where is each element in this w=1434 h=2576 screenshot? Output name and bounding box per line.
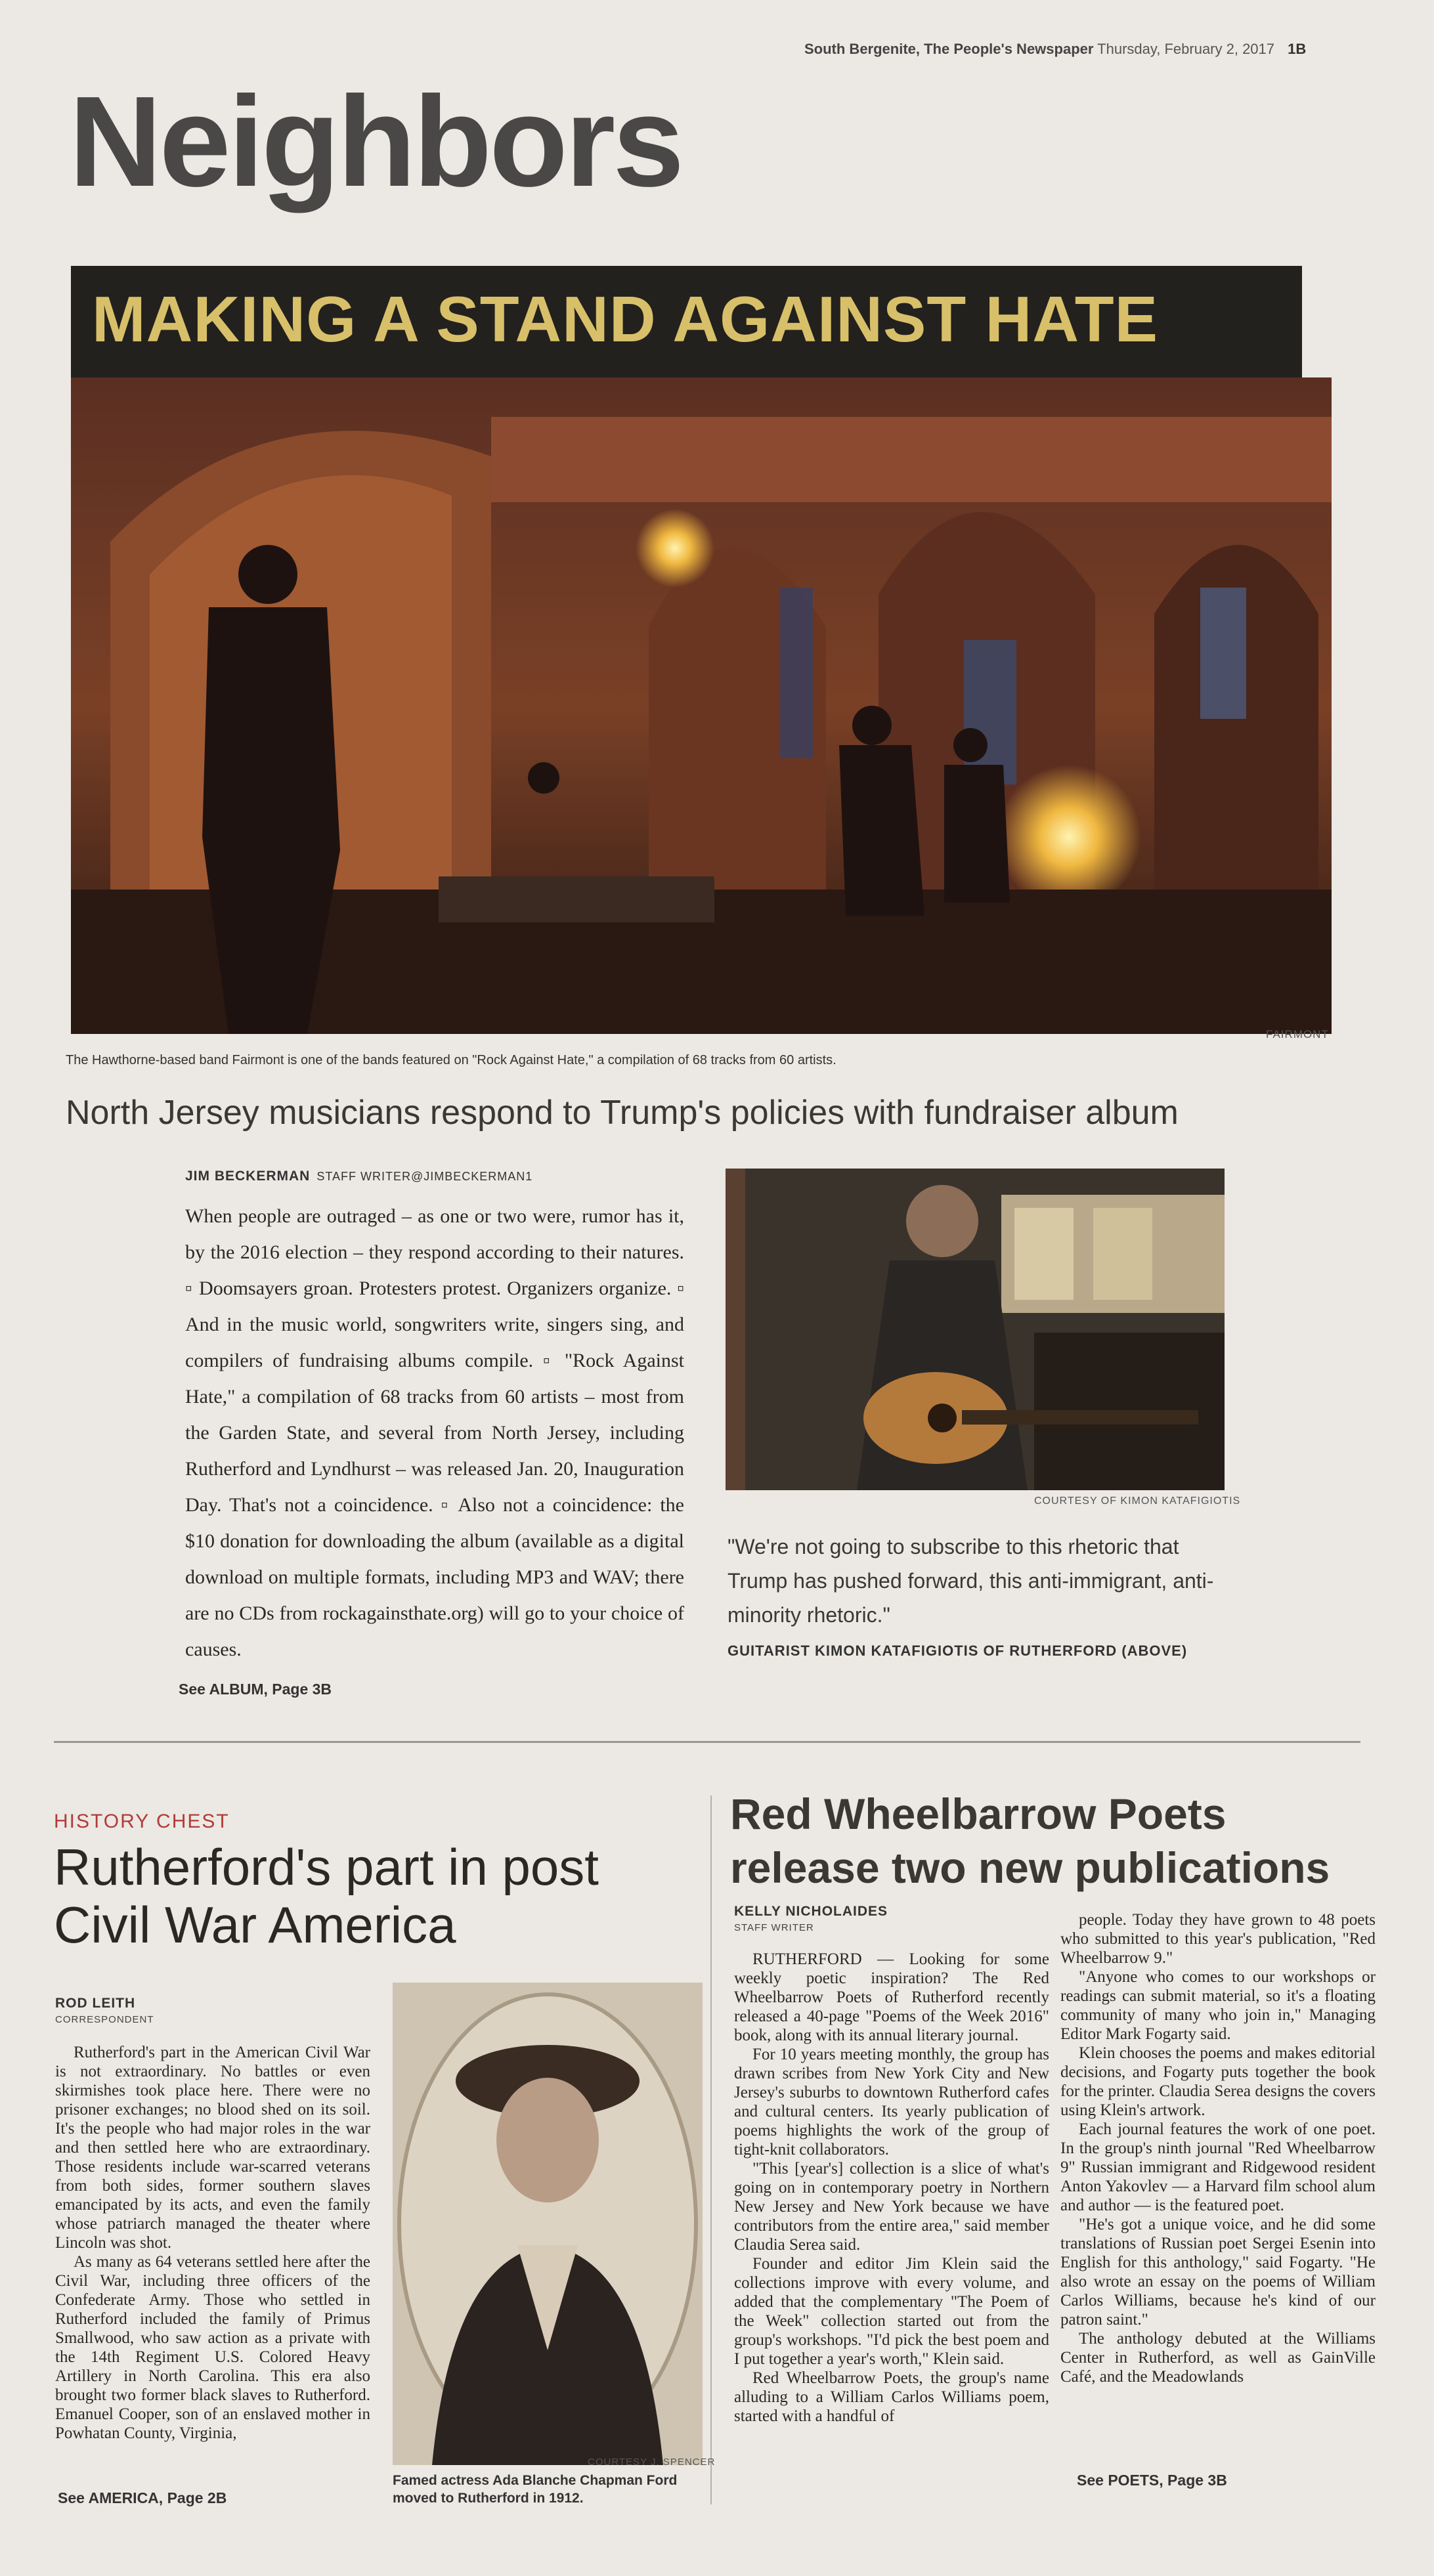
hero-photo-credit: FAIRMONT — [1266, 1028, 1329, 1041]
band-concert-photo — [71, 377, 1332, 1034]
newspaper-name: South Bergenite, The People's Newspaper — [804, 41, 1094, 57]
album-jump-link[interactable]: See ALBUM, Page 3B — [179, 1681, 332, 1698]
section-title: Neighbors — [69, 70, 682, 213]
pull-quote: "We're not going to subscribe to this rhetoric that Trump has pushed forward, this anti-immigrant, anti-minority rhetoric." — [728, 1535, 1214, 1627]
actress-portrait — [393, 1983, 703, 2465]
history-byline-name: ROD LEITH — [55, 1996, 136, 2011]
poets-headline: Red Wheelbarrow Poets release two new publications — [730, 1790, 1330, 1892]
poets-paragraph: For 10 years meeting monthly, the group has drawn scribes from New York City and New Jersey's suburbs to downtown Rutherford cafes and cultural centers. Its yearly publication of poems highlights the work of the group of tight-knit collaborators. — [734, 2046, 1049, 2158]
poets-byline — [734, 1904, 888, 1933]
poets-paragraph: "This [year's] collection is a slice of what's going on in contemporary poetry in Northern New Jersey and New York because we have contributors from the entire area," said member Claudia Serea said. — [734, 2160, 1049, 2254]
guitar-photo-credit: COURTESY OF KIMON KATAFIGIOTIS — [1034, 1495, 1241, 1507]
portrait-photo-credit: COURTESY J. SPENCER — [588, 2457, 716, 2468]
byline-name: JIM BECKERMAN — [185, 1169, 311, 1184]
poets-byline-name: KELLY NICHOLAIDES — [734, 1904, 888, 1919]
poets-paragraph: Each journal features the work of one poet. In the group's ninth journal "Red Wheelbarrow 9" Russian immigrant and Ridgewood resident Anton Yakovlev — a Harvard film school alum and author — is the featured poet. — [1060, 2120, 1376, 2214]
poets-paragraph: people. Today they have grown to 48 poets who submitted to this year's publication, "Red Wheelbarrow 9." — [1060, 1911, 1376, 1967]
poets-paragraph: The anthology debuted at the Williams Center in Rutherford, as well as GainVille Café, and the Meadowlands — [1060, 2330, 1376, 2386]
story-deck: North Jersey musicians respond to Trump's policies with fundraiser album — [66, 1094, 1179, 1132]
page-folio — [804, 41, 1307, 58]
america-jump-link[interactable]: See AMERICA, Page 2B — [58, 2489, 227, 2506]
portrait-caption: Famed actress Ada Blanche Chapman Ford moved to Rutherford in 1912. — [393, 2473, 678, 2506]
byline-role: STAFF WRITER@JIMBECKERMAN1 — [316, 1170, 533, 1183]
history-paragraph: As many as 64 veterans settled here after the Civil War, including three officers of the Confederate Army. Those who settled in Rutherford included the family of Primus Smallwood, who saw action as a private with the 14th Regiment U.S. Colored Heavy Artillery in North Carolina. This era also brought two former black slaves to Rutherford. Emanuel Cooper, son of an enslaved mother in Powhatan County, Virginia, — [55, 2253, 370, 2442]
poets-column-1 — [734, 1950, 1049, 2426]
poets-paragraph: "Anyone who comes to our workshops or readings can submit material, so it's a floating community of many who join in," Managing Editor Mark Fogarty said. — [1060, 1968, 1376, 2043]
hero-headline: MAKING A STAND AGAINST HATE — [92, 283, 1158, 355]
lead-byline — [185, 1169, 532, 1184]
hero-caption: The Hawthorne-based band Fairmont is one of the bands featured on "Rock Against Hate," a compilation of 68 tracks from 60 artists. — [66, 1053, 836, 1067]
history-paragraph: Rutherford's part in the American Civil War is not extraordinary. No battles or even skirmishes took place here. There were no prisoner exchanges; no blood shed on its soil. It's the people who had major roles in the war and then settled here who are extraordinary. Those residents include war-scarred veterans from both sides, former southern slaves emancipated by its acts, and even the family whose patriarch managed the theater where Lincoln was shot. — [55, 2044, 370, 2252]
guitarist-photo — [726, 1169, 1225, 1490]
poets-paragraph: RUTHERFORD — Looking for some weekly poetic inspiration? The Red Wheelbarrow Poets of Rutherford recently released a 40-page "Poems of the Week 2016" book, along with its annual literary journal. — [734, 1950, 1049, 2044]
section-divider — [54, 1741, 1360, 1743]
history-byline-role: CORRESPONDENT — [55, 2014, 154, 2025]
page-number: 1B — [1288, 41, 1307, 57]
history-headline: Rutherford's part in post Civil War America — [54, 1838, 599, 1954]
poets-column-2 — [1060, 1910, 1376, 2386]
lead-story-body: When people are outraged – as one or two were, rumor has it, by the 2016 election – they respond according to their natures. ▫ Doomsayers groan. Protesters protest. Organizers organize. ▫ And in the music world, songwriters write, singers sing, and compilers of fundraising albums compile. ▫ "Rock Against Hate," a compilation of 68 tracks from 60 artists – most from the Garden State, and several from North Jersey, including Rutherford and Lyndhurst – was released Jan. 20, Inauguration Day. That's not a coincidence. ▫ Also not a coincidence: the $10 donation for downloading the album (available as a digital download on multiple formats, including MP3 and WAV; there are no CDs from rockagainsthate.org) will go to your choice of causes. — [185, 1205, 684, 1660]
history-body — [55, 2043, 370, 2443]
poets-paragraph: "He's got a unique voice, and he did some translations of Russian poet Sergei Esenin into English for this anthology," said Fogarty. "He also wrote an essay on the poems of William Carlos Williams, because he's kind of our patron saint." — [1060, 2216, 1376, 2329]
poets-paragraph: Founder and editor Jim Klein said the collections improve with every volume, and added that the complementary "The Poem of the Week" collection started out from the group's workshops. "I'd pick the best poem and I put together a year's worth," Klein said. — [734, 2255, 1049, 2368]
church-concert-illustration — [71, 377, 1332, 1034]
history-byline — [55, 1996, 154, 2025]
portrait-illustration — [393, 1983, 703, 2465]
poets-paragraph: Klein chooses the poems and makes editorial decisions, and Fogarty puts together the book for the printer. Claudia Serea designs the covers using Klein's artwork. — [1060, 2044, 1376, 2119]
issue-date: Thursday, February 2, 2017 — [1097, 41, 1275, 57]
history-kicker: HISTORY CHEST — [54, 1811, 230, 1832]
quote-attribution: GUITARIST KIMON KATAFIGIOTIS OF RUTHERFORD (ABOVE) — [728, 1642, 1188, 1659]
poets-paragraph: Red Wheelbarrow Poets, the group's name alluding to a William Carlos Williams poem, started with a handful of — [734, 2369, 1049, 2425]
guitarist-illustration — [726, 1169, 1225, 1490]
poets-byline-role: STAFF WRITER — [734, 1922, 814, 1933]
column-divider — [710, 1795, 712, 2504]
poets-jump-link[interactable]: See POETS, Page 3B — [1077, 2472, 1227, 2489]
